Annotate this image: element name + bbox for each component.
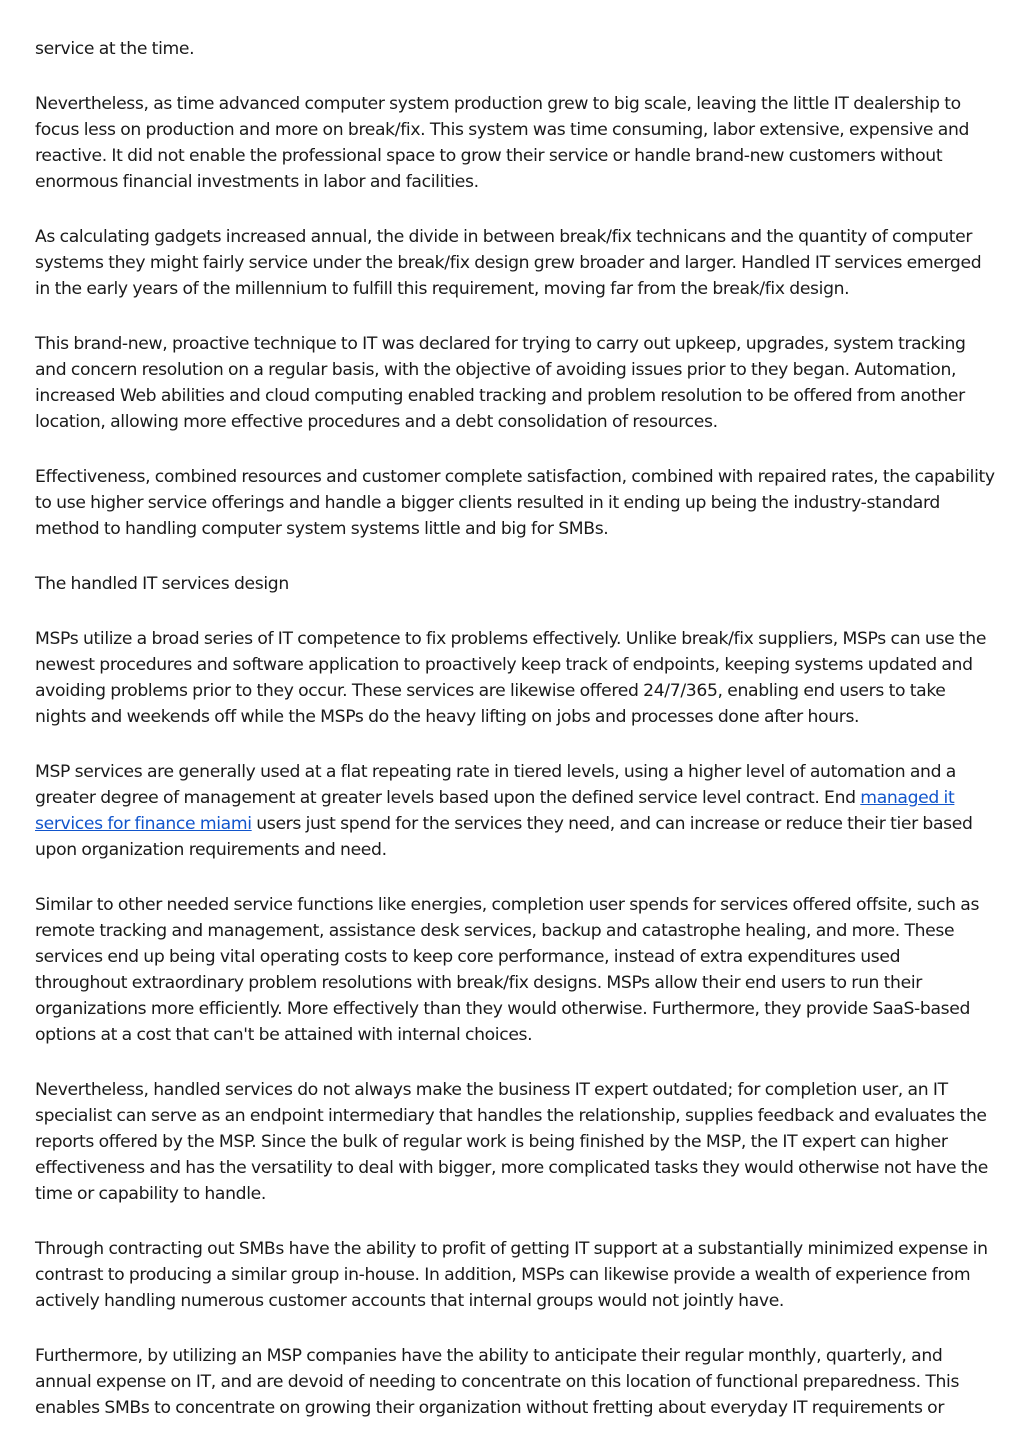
- paragraph-proactive-technique: This brand-new, proactive technique to IT was declared for trying to carry out upkeep, upgrades, system tracking and concern resolution on a regular basis, with the objective of avoiding issues prior to they began. Automation, increased Web abilities and cloud computing enabled tracking and problem resolution to be offered from another location, allowing more effective procedures and a debt consolidation of resources.: [35, 334, 966, 432]
- paragraph-anticipate-expense: Furthermore, by utilizing an MSP companies have the ability to anticipate their regular monthly, quarterly, and annual expense on IT, and are devoid of needing to concentrate on this location of functional preparedness. This enables SMBs to concentrate on growing their organization without fretting about everyday IT requirements or: [35, 1346, 960, 1418]
- paragraph-service-at-time: service at the time.: [35, 39, 195, 59]
- paragraph-msp-services-pricing: [35, 759, 995, 863]
- msp-text-after-link: users just spend for the services they need, and can increase or reduce their tier based upon organization requirements and need.: [35, 814, 973, 860]
- managed-it-services-link[interactable]: managed it services for finance miami: [35, 788, 955, 834]
- paragraph-it-expert-not-outdated: Nevertheless, handled services do not always make the business IT expert outdated; for completion user, an IT specialist can serve as an endpoint intermediary that handles the relationship, supplies feedback and evaluates the reports offered by the MSP. Since the bulk of regular work is being finished by the MSP, the IT expert can higher effectiveness and has the versatility to deal with bigger, more complicated tasks they would otherwise not have the time or capability to handle.: [35, 1080, 989, 1204]
- section-heading-managed-it-design: The handled IT services design: [35, 574, 289, 594]
- document-body: [35, 36, 995, 1450]
- paragraph-contracting-out: Through contracting out SMBs have the ability to profit of getting IT support at a substantially minimized expense in contrast to producing a similar group in-house. In addition, MSPs can likewise provide a wealth of experience from actively handling numerous customer accounts that internal groups would not jointly have.: [35, 1239, 988, 1311]
- paragraph-msps-utilize: MSPs utilize a broad series of IT competence to fix problems effectively. Unlike break/fix suppliers, MSPs can use the newest procedures and software application to proactively keep track of endpoints, keeping systems updated and avoiding problems prior to they occur. These services are likewise offered 24/7/365, enabling end users to take nights and weekends off while the MSPs do the heavy lifting on jobs and processes done after hours.: [35, 629, 987, 727]
- paragraph-effectiveness: Effectiveness, combined resources and customer complete satisfaction, combined with repaired rates, the capability to use higher service offerings and handle a bigger clients resulted in it ending up being the industry-standard method to handling computer system systems little and big for SMBs.: [35, 467, 995, 539]
- paragraph-production-grew: Nevertheless, as time advanced computer system production grew to big scale, leaving the little IT dealership to focus less on production and more on break/fix. This system was time consuming, labor extensive, expensive and reactive. It did not enable the professional space to grow their service or handle brand-new customers without enormous financial investments in labor and facilities.: [35, 94, 970, 192]
- msp-text-before-link: MSP services are generally used at a flat repeating rate in tiered levels, using a higher level of automation and a greater degree of management at greater levels based upon the defined service level contract. End: [35, 762, 956, 808]
- paragraph-calculating-gadgets: As calculating gadgets increased annual, the divide in between break/fix technicans and the quantity of computer systems they might fairly service under the break/fix design grew broader and larger. Handled IT services emerged in the early years of the millennium to fulfill this requirement, moving far from the break/fix design.: [35, 227, 982, 299]
- paragraph-similar-service-functions: Similar to other needed service functions like energies, completion user spends for services offered offsite, such as remote tracking and management, assistance desk services, backup and catastrophe healing, and more. These services end up being vital operating costs to keep core performance, instead of extra expenditures used throughout extraordinary problem resolutions with break/fix designs. MSPs allow their end users to run their organizations more efficiently. More effectively than they would otherwise. Furthermore, they provide SaaS-based options at a cost that can't be attained with internal choices.: [35, 895, 980, 1045]
